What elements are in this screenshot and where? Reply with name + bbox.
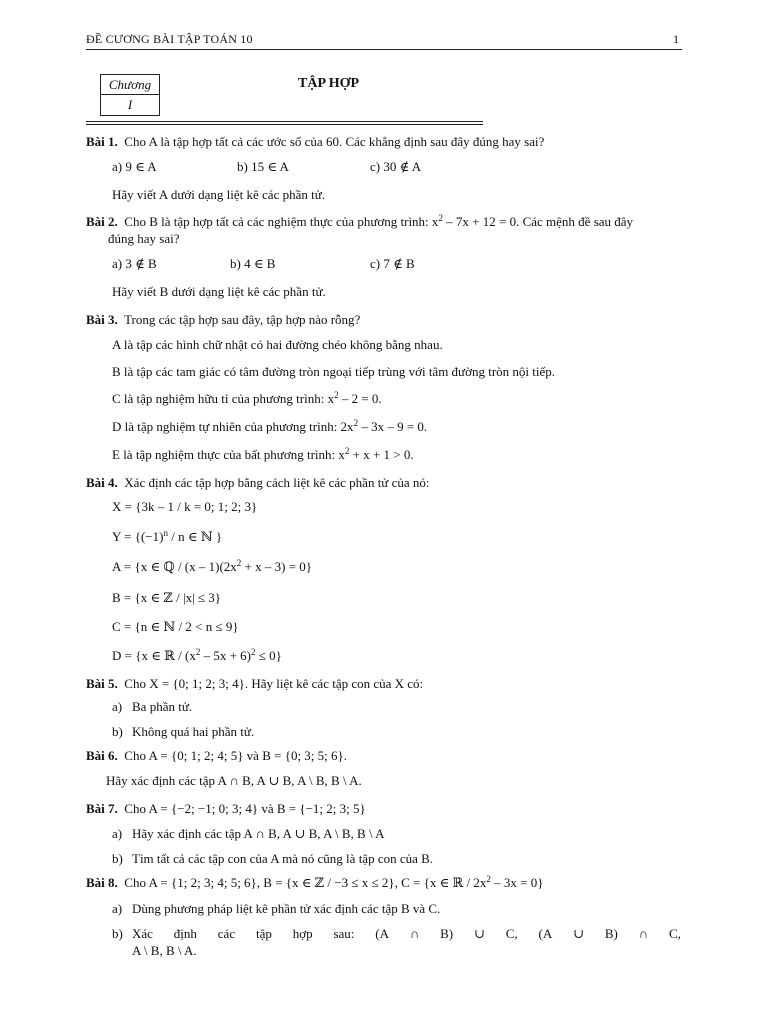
word: ∩ [638,926,649,941]
exercise-label: Bài 5. [86,676,118,691]
exercise-label: Bài 4. [86,475,118,490]
text: D là tập nghiệm tự nhiên của phương trình: 2x [112,419,354,434]
word: hợp [292,926,313,941]
exercise-4-set-y [112,529,222,545]
exercise-text: – 3x = 0} [490,875,544,890]
exercise-8-item-b-marker: b) [112,926,123,941]
exercise-5-item-a: Ba phần tử. [132,699,193,714]
document-header-title: ĐỀ CƯƠNG BÀI TẬP TOÁN 10 [86,32,253,46]
exercise-3-set-e [112,447,414,463]
superscript: 2 [344,446,350,456]
word: B) [440,926,454,941]
exercise-4-set-a [112,559,312,575]
text: + x + 1 > 0. [349,447,414,462]
superscript: n [163,528,168,538]
exercise-7-item-a: Hãy xác định các tập A ∩ B, A ∪ B, A \ B, B \ A [132,826,385,841]
text: – 2 = 0. [338,391,382,406]
exercise-8-item-a-marker: a) [112,901,123,916]
exercise-text: Cho A = {1; 2; 3; 4; 5; 6}, B = {x ∈ ℤ / −3 ≤ x ≤ 2}, C = {x ∈ ℝ / 2x [124,875,487,890]
word: C, [505,926,518,941]
exercise-2-note: Hãy viết B dưới dạng liệt kê các phần tử. [112,284,326,299]
exercise-4-set-c: C = {n ∈ ℕ / 2 < n ≤ 9} [112,619,239,634]
text: C là tập nghiệm hữu tỉ của phương trình: x [112,391,335,406]
exercise-text: Xác định các tập hợp bằng cách liệt kê các phần tử của nó: [124,475,430,490]
exercise-3-set-b: B là tập các tam giác có tâm đường tròn ngoại tiếp trùng với tâm đường tròn nội tiếp. [112,364,556,379]
exercise-1-option-c: c) 30 ∉ A [370,159,422,174]
exercise-text: Cho A là tập hợp tất cả các ước số của 60. Các khẳng định sau đây đúng hay sai? [124,134,545,149]
exercise-text: Cho A = {0; 1; 2; 4; 5} và B = {0; 3; 5; 6}. [124,748,348,763]
exercise-7-item-a-marker: a) [112,826,123,841]
word: sau: [333,926,355,941]
exercise-label: Bài 6. [86,748,118,763]
superscript: 2 [486,874,491,884]
chapter-number: I [127,97,133,112]
exercise-4 [86,475,430,491]
exercise-5-item-b: Không quá hai phần tử. [132,724,255,739]
exercise-5-item-b-marker: b) [112,724,123,739]
exercise-text: Cho B là tập hợp tất cả các nghiệm thực của phương trình: x [124,214,439,229]
text: ≤ 0} [255,648,282,663]
page-number: 1 [673,32,679,46]
exercise-4-set-b: B = {x ∈ ℤ / |x| ≤ 3} [112,590,222,605]
exercise-label: Bài 2. [86,214,118,229]
word: định [173,926,197,941]
exercise-8-item-a: Dùng phương pháp liệt kê phần tử xác định các tập B và C. [132,901,441,916]
exercise-6 [86,748,347,764]
exercise-3-set-d [112,419,427,435]
text: E là tập nghiệm thực của bất phương trình: x [112,447,345,462]
exercise-3-set-c [112,391,382,407]
superscript: 2 [236,558,242,568]
superscript: 2 [251,647,256,657]
exercise-4-set-d [112,648,282,664]
exercise-2-line-2: đúng hay sai? [108,231,180,246]
word: các [217,926,236,941]
superscript: 2 [334,390,339,400]
header-divider [86,49,682,50]
exercise-1-option-a: a) 9 ∈ A [112,159,157,174]
text: Y = {(−1) [112,529,164,544]
word: C, [668,926,681,941]
word: ∩ [409,926,420,941]
word: tập [255,926,272,941]
superscript: 2 [438,213,443,223]
superscript: 2 [353,418,359,428]
exercise-text: – 7x + 12 = 0. Các mệnh đề sau đây [442,214,634,229]
exercise-1 [86,134,544,150]
text: + x – 3) = 0} [241,559,313,574]
exercise-2-option-c: c) 7 ∉ B [370,256,415,271]
exercise-3-set-a: A là tập các hình chữ nhật có hai đường chéo không bằng nhau. [112,337,443,352]
exercise-6-note: Hãy xác định các tập A ∩ B, A ∪ B, A \ B, B \ A. [106,773,362,788]
chapter-box [100,74,160,116]
word: (A [538,926,553,941]
exercise-text: Trong các tập hợp sau đây, tập hợp nào rỗng? [124,312,361,327]
word: ∪ [573,926,584,941]
exercise-7-item-b-marker: b) [112,851,123,866]
exercise-2 [86,214,633,230]
text: / n ∈ ℕ } [167,529,223,544]
text: D = {x ∈ ℝ / (x [112,648,196,663]
exercise-label: Bài 8. [86,875,118,890]
exercise-2-option-b: b) 4 ∈ B [230,256,276,271]
exercise-8-item-b-line-2: A \ B, B \ A. [132,943,197,958]
exercise-label: Bài 3. [86,312,118,327]
exercise-5-item-a-marker: a) [112,699,123,714]
exercise-label: Bài 1. [86,134,118,149]
exercise-text: Cho A = {−2; −1; 0; 3; 4} và B = {−1; 2; 3; 5} [124,801,366,816]
chapter-rule-top [86,121,483,122]
exercise-8-item-b [132,926,681,942]
chapter-rule-bottom [86,124,483,125]
exercise-2-option-a: a) 3 ∉ B [112,256,157,271]
text: – 5x + 6) [200,648,251,663]
exercise-1-note: Hãy viết A dưới dạng liệt kê các phần tử. [112,187,326,202]
exercise-7-item-b: Tìm tất cả các tập con của A mà nó cũng là tập con của B. [132,851,434,866]
chapter-label: Chương [101,75,159,95]
text: – 3x – 9 = 0. [358,419,428,434]
exercise-3 [86,312,360,328]
exercise-label: Bài 7. [86,801,118,816]
word: B) [604,926,618,941]
word: ∪ [473,926,485,941]
exercise-5 [86,676,423,692]
chapter-title: TẬP HỢP [298,76,360,91]
exercise-text: Cho X = {0; 1; 2; 3; 4}. Hãy liệt kê các tập con của X có: [124,676,424,691]
superscript: 2 [195,647,201,657]
word: Xác [132,926,153,941]
word: (A [375,926,389,941]
exercise-8 [86,875,543,891]
exercise-1-option-b: b) 15 ∈ A [237,159,289,174]
text: A = {x ∈ ℚ / (x – 1)(2x [112,559,237,574]
exercise-7 [86,801,366,817]
exercise-4-set-x: X = {3k – 1 / k = 0; 1; 2; 3} [112,499,258,514]
